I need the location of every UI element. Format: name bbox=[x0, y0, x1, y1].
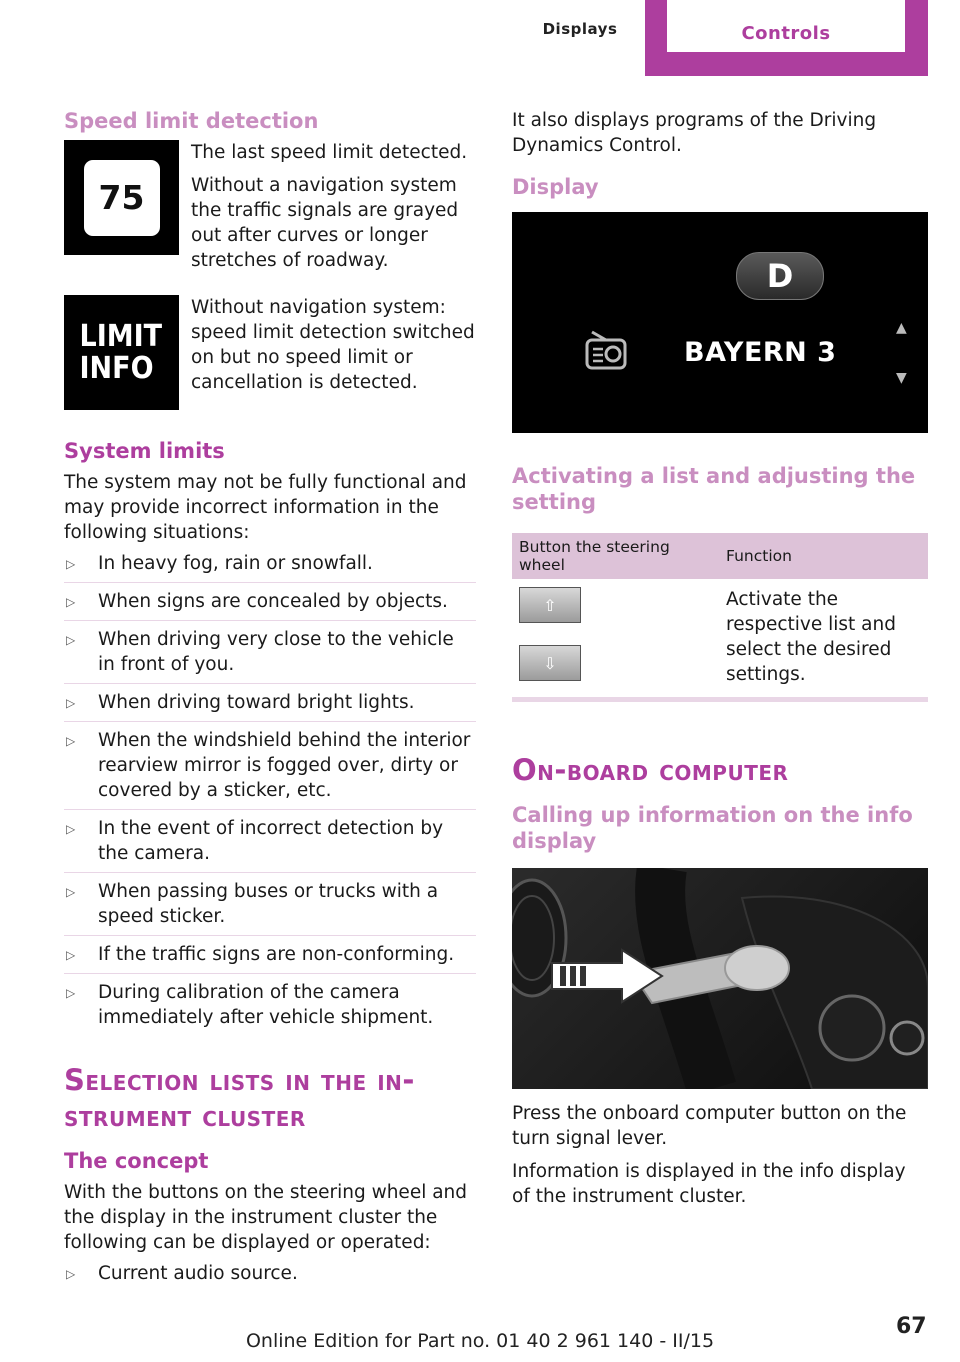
onboard-computer-heading: On-board computer bbox=[512, 753, 789, 787]
function-table bbox=[512, 533, 928, 695]
steering-up-button-icon: ⇧ bbox=[519, 587, 581, 623]
sign75-row bbox=[64, 140, 476, 281]
limit-info-label bbox=[79, 318, 164, 386]
list-item: ▷ When driving very close to the vehicle in front of you. bbox=[64, 627, 476, 684]
table-header-button: Button the steering wheel bbox=[512, 533, 719, 579]
selection-heading-line1: Selection lists in the in- bbox=[64, 1063, 415, 1097]
bullet-icon: ▷ bbox=[66, 696, 76, 710]
bullet-icon: ▷ bbox=[66, 1267, 76, 1281]
table-row bbox=[512, 579, 928, 695]
list-item: ▷ When passing buses or trucks with a speed sticker. bbox=[64, 879, 476, 936]
turn-signal-lever-image bbox=[512, 868, 928, 1089]
system-limits-intro: The system may not be fully functional and may provide incorrect information in the following situations: bbox=[64, 472, 467, 543]
limit-info-icon bbox=[64, 295, 179, 410]
bullet-icon: ▷ bbox=[66, 948, 76, 962]
list-item: ▷ In the event of incorrect detection by the camera. bbox=[64, 816, 476, 873]
bullet-icon: ▷ bbox=[66, 822, 76, 836]
bullet-icon: ▷ bbox=[66, 986, 76, 1000]
limit-info-line1: LIMIT bbox=[79, 318, 163, 354]
left-column bbox=[64, 108, 476, 1298]
table-header-row bbox=[512, 533, 928, 579]
table-cell-buttons bbox=[512, 579, 719, 695]
header-tab-displays: Displays bbox=[542, 20, 618, 38]
list-item: ▷ During calibration of the camera immediately after vehicle shipment. bbox=[66, 982, 434, 1028]
bullet-icon: ▷ bbox=[66, 595, 76, 609]
bullet-icon: ▷ bbox=[66, 557, 76, 571]
bullet-icon: ▷ bbox=[66, 633, 76, 647]
header-tab-controls-label: Controls bbox=[667, 0, 905, 52]
bullet-icon: ▷ bbox=[66, 885, 76, 899]
bullet-icon: ▷ bbox=[66, 734, 76, 748]
table-header-function: Function bbox=[719, 533, 928, 579]
page-number: 67 bbox=[896, 1314, 927, 1339]
table-bottom-rule bbox=[512, 697, 928, 702]
system-limits-heading: System limits bbox=[64, 439, 225, 463]
info-text: Information is displayed in the info display of the instrument cluster. bbox=[512, 1161, 906, 1207]
sign75-description bbox=[191, 140, 476, 281]
selection-heading-line2: strument cluster bbox=[64, 1099, 306, 1133]
speed-sign-75-icon bbox=[64, 140, 179, 255]
list-item: ▷ When the windshield behind the interior rearview mirror is fogged over, dirty or covered by a sticker, etc. bbox=[64, 728, 476, 810]
scroll-up-icon: ▲ bbox=[896, 320, 907, 336]
radio-icon bbox=[584, 330, 628, 372]
list-item: ▷ In heavy fog, rain or snowfall. bbox=[64, 551, 476, 583]
concept-text: With the buttons on the steering wheel and the display in the instrument cluster the following can be displayed or operated: bbox=[64, 1182, 468, 1253]
footer-edition: Online Edition for Part no. 01 40 2 961 140 - II/15 bbox=[245, 1330, 715, 1352]
activating-heading: Activating a list and adjusting the setting bbox=[512, 464, 916, 514]
station-name: BAYERN 3 bbox=[684, 337, 837, 368]
selection-lists-heading bbox=[64, 1062, 476, 1134]
list-item: ▷ If the traffic signs are non-conforming. bbox=[64, 942, 476, 974]
limit-info-row bbox=[64, 295, 476, 410]
sign75-note-text: Without a navigation system the traffic signals are grayed out after curves or longer stretches of roadway. bbox=[191, 175, 459, 271]
speed-sign-75-value: 75 bbox=[84, 160, 160, 236]
limit-info-desc: Without navigation system: speed limit detection switched on but no speed limit or cancellation is detected. bbox=[191, 297, 475, 393]
system-limits-list bbox=[64, 551, 476, 1036]
calling-up-heading: Calling up information on the info display bbox=[512, 803, 913, 853]
concept-heading: The concept bbox=[64, 1149, 209, 1173]
gear-indicator: D bbox=[736, 252, 824, 300]
steering-down-button-icon: ⇩ bbox=[519, 645, 581, 681]
lever-illustration bbox=[512, 868, 928, 1089]
speed-limit-heading: Speed limit detection bbox=[64, 109, 319, 133]
list-item: ▷ Current audio source. bbox=[64, 1261, 476, 1292]
list-item: ▷ When signs are concealed by objects. bbox=[64, 589, 476, 621]
also-displays-text: It also displays programs of the Driving Dynamics Control. bbox=[512, 110, 877, 156]
concept-list bbox=[64, 1261, 476, 1292]
header-tab-controls bbox=[645, 0, 928, 76]
limit-info-line2: INFO bbox=[79, 350, 154, 386]
scroll-down-icon: ▼ bbox=[896, 370, 907, 386]
list-item: ▷ When driving toward bright lights. bbox=[64, 690, 476, 722]
right-column bbox=[512, 108, 928, 1217]
press-text: Press the onboard computer button on the turn signal lever. bbox=[512, 1103, 907, 1149]
display-heading: Display bbox=[512, 175, 599, 199]
display-screen-image bbox=[512, 212, 928, 433]
table-cell-function: Activate the respective list and select the desired settings. bbox=[726, 589, 896, 685]
sign75-desc-text: The last speed limit detected. bbox=[191, 142, 468, 163]
